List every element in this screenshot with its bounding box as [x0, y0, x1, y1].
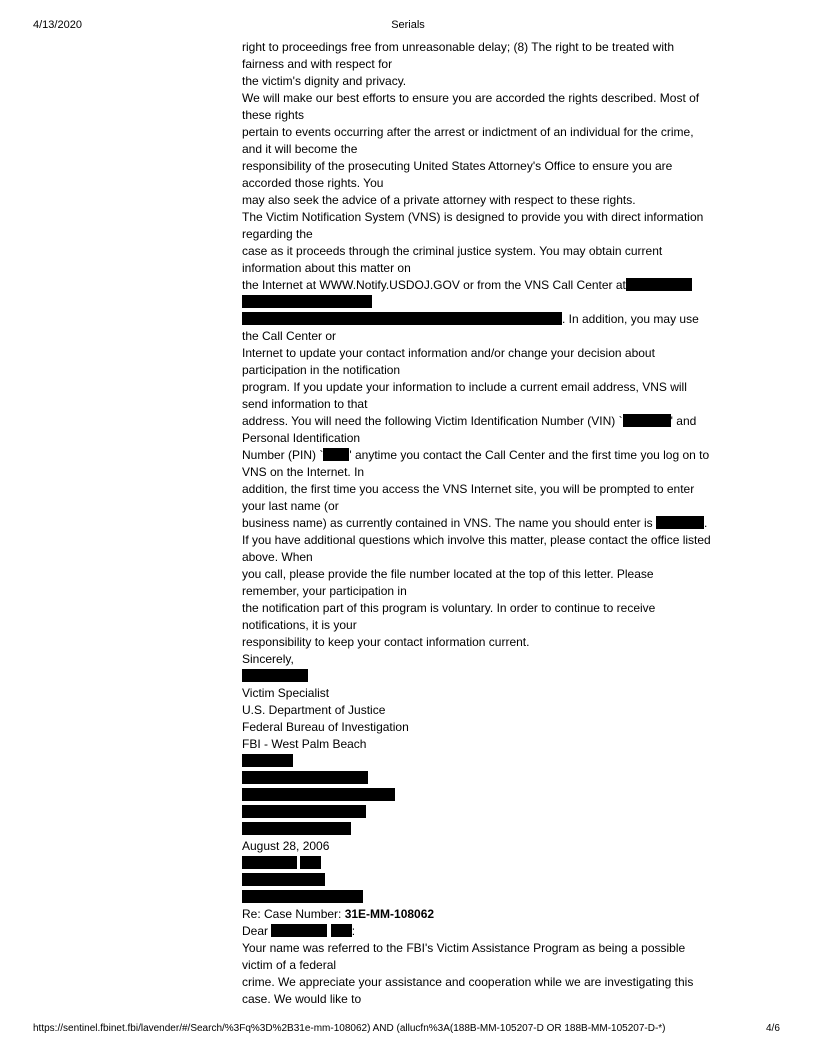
text-line: pertain to events occurring after the arrest or indictment of an individual for the crime,: [242, 125, 694, 139]
redaction-block: [323, 448, 349, 461]
text-line: [242, 413, 720, 430]
text-line: above. When: [242, 550, 313, 564]
text-line: [242, 311, 720, 328]
dear-colon: :: [351, 924, 356, 938]
text-line: you call, please provide the file number located at the top of this letter. Please: [242, 567, 654, 581]
text-line: [242, 277, 720, 294]
text-line: [242, 294, 720, 311]
text-line: the notification part of this program is voluntary. In order to continue to receive: [242, 601, 656, 615]
redaction-block: [242, 312, 562, 325]
text-line: your last name (or: [242, 499, 339, 513]
redaction-block: [242, 771, 368, 784]
text-line: Internet to update your contact information and/or change your decision about: [242, 346, 655, 360]
text-line: remember, your participation in: [242, 584, 407, 598]
print-url: https://sentinel.fbinet.fbi/lavender/#/Search/%3Fq%3D%2B31e-mm-108062) AND (allucfn%3A(188B-MM-105207-D OR 188B-MM-105207-D-*): [33, 1023, 666, 1034]
page-title: Serials: [391, 19, 425, 31]
redaction-block: [242, 754, 293, 767]
redaction-block: [331, 924, 352, 937]
case-label: Re: Case Number:: [242, 907, 345, 921]
text-line: Personal Identification: [242, 431, 361, 445]
text-line: [242, 770, 720, 787]
text-line: [242, 855, 720, 872]
text-line: We will make our best efforts to ensure you are accorded the rights described. Most of: [242, 91, 700, 105]
vin-text: address. You will need the following Victim Identification Number (VIN) `: [242, 414, 623, 428]
salutation: [242, 923, 720, 940]
page-number: 4/6: [766, 1023, 780, 1034]
text-line: addition, the first time you access the VNS Internet site, you will be prompted to enter: [242, 482, 695, 496]
text-line: participation in the notification: [242, 363, 401, 377]
text-line: the Call Center or: [242, 329, 337, 343]
text-line: [242, 515, 720, 532]
text-line: [242, 872, 720, 889]
text-line: may also seek the advice of a private attorney with respect to these rights.: [242, 193, 636, 207]
pin-text-end: ' anytime you contact the Call Center and the first time you log on to: [349, 448, 710, 462]
text-line: If you have additional questions which involve this matter, please contact the office listed: [242, 533, 711, 547]
pin-text: Number (PIN) `: [242, 448, 324, 462]
text-line: program. If you update your information to include a current email address, VNS will: [242, 380, 687, 394]
text-line: fairness and with respect for: [242, 57, 393, 71]
print-date: 4/13/2020: [33, 19, 82, 31]
call-center-text: . In addition, you may use: [562, 312, 699, 326]
text-line: right to proceedings free from unreasonable delay; (8) The right to be treated with: [242, 40, 675, 54]
name-text: business name) as currently contained in VNS. The name you should enter is: [242, 516, 653, 530]
vin-text-end: ' and: [670, 414, 697, 428]
signature-line: U.S. Department of Justice: [242, 703, 386, 717]
case-number-line: [242, 906, 720, 923]
text-line: [242, 753, 720, 770]
text-line: [242, 821, 720, 838]
text-line: case. We would like to: [242, 992, 362, 1006]
dear-text: Dear: [242, 924, 269, 938]
redaction-block: [242, 669, 308, 682]
text-line: VNS on the Internet. In: [242, 465, 365, 479]
signature-line: Federal Bureau of Investigation: [242, 720, 409, 734]
redaction-block: [271, 924, 327, 937]
text-line: case as it proceeds through the criminal justice system. You may obtain current: [242, 244, 663, 258]
text-line: send information to that: [242, 397, 368, 411]
redaction-block: [242, 788, 395, 801]
text-line: notifications, it is your: [242, 618, 357, 632]
redaction-block: [300, 856, 321, 869]
redaction-block: [242, 295, 372, 308]
redaction-block: [242, 890, 363, 903]
redaction-block: [656, 516, 704, 529]
text-line: Sincerely,: [242, 652, 294, 666]
redaction-block: [242, 805, 366, 818]
text-line: responsibility of the prosecuting United States Attorney's Office to ensure you are: [242, 159, 673, 173]
text-line: Your name was referred to the FBI's Victim Assistance Program as being a possible: [242, 941, 686, 955]
text-line: victim of a federal: [242, 958, 337, 972]
name-text-end: .: [704, 516, 708, 530]
text-line: [242, 787, 720, 804]
text-line: [242, 447, 720, 464]
text-line: regarding the: [242, 227, 313, 241]
letter-body: [242, 39, 720, 1008]
redaction-block: [242, 856, 297, 869]
letter-date: August 28, 2006: [242, 839, 330, 853]
text-line: responsibility to keep your contact information current.: [242, 635, 530, 649]
vns-line-text: the Internet at WWW.Notify.USDOJ.GOV or from the VNS Call Center at: [242, 278, 626, 292]
case-number: 31E-MM-108062: [344, 907, 435, 921]
signature-line: FBI - West Palm Beach: [242, 737, 367, 751]
redaction-block: [242, 873, 325, 886]
text-line: [242, 668, 720, 685]
text-line: accorded those rights. You: [242, 176, 384, 190]
redaction-block: [623, 414, 671, 427]
text-line: crime. We appreciate your assistance and cooperation while we are investigating this: [242, 975, 694, 989]
text-line: and it will become the: [242, 142, 358, 156]
text-line: these rights: [242, 108, 305, 122]
text-line: the victim's dignity and privacy.: [242, 74, 407, 88]
redaction-block: [242, 822, 351, 835]
text-line: [242, 804, 720, 821]
text-line: [242, 889, 720, 906]
text-line: The Victim Notification System (VNS) is designed to provide you with direct information: [242, 210, 704, 224]
redaction-block: [626, 278, 692, 291]
signature-line: Victim Specialist: [242, 686, 330, 700]
text-line: information about this matter on: [242, 261, 411, 275]
